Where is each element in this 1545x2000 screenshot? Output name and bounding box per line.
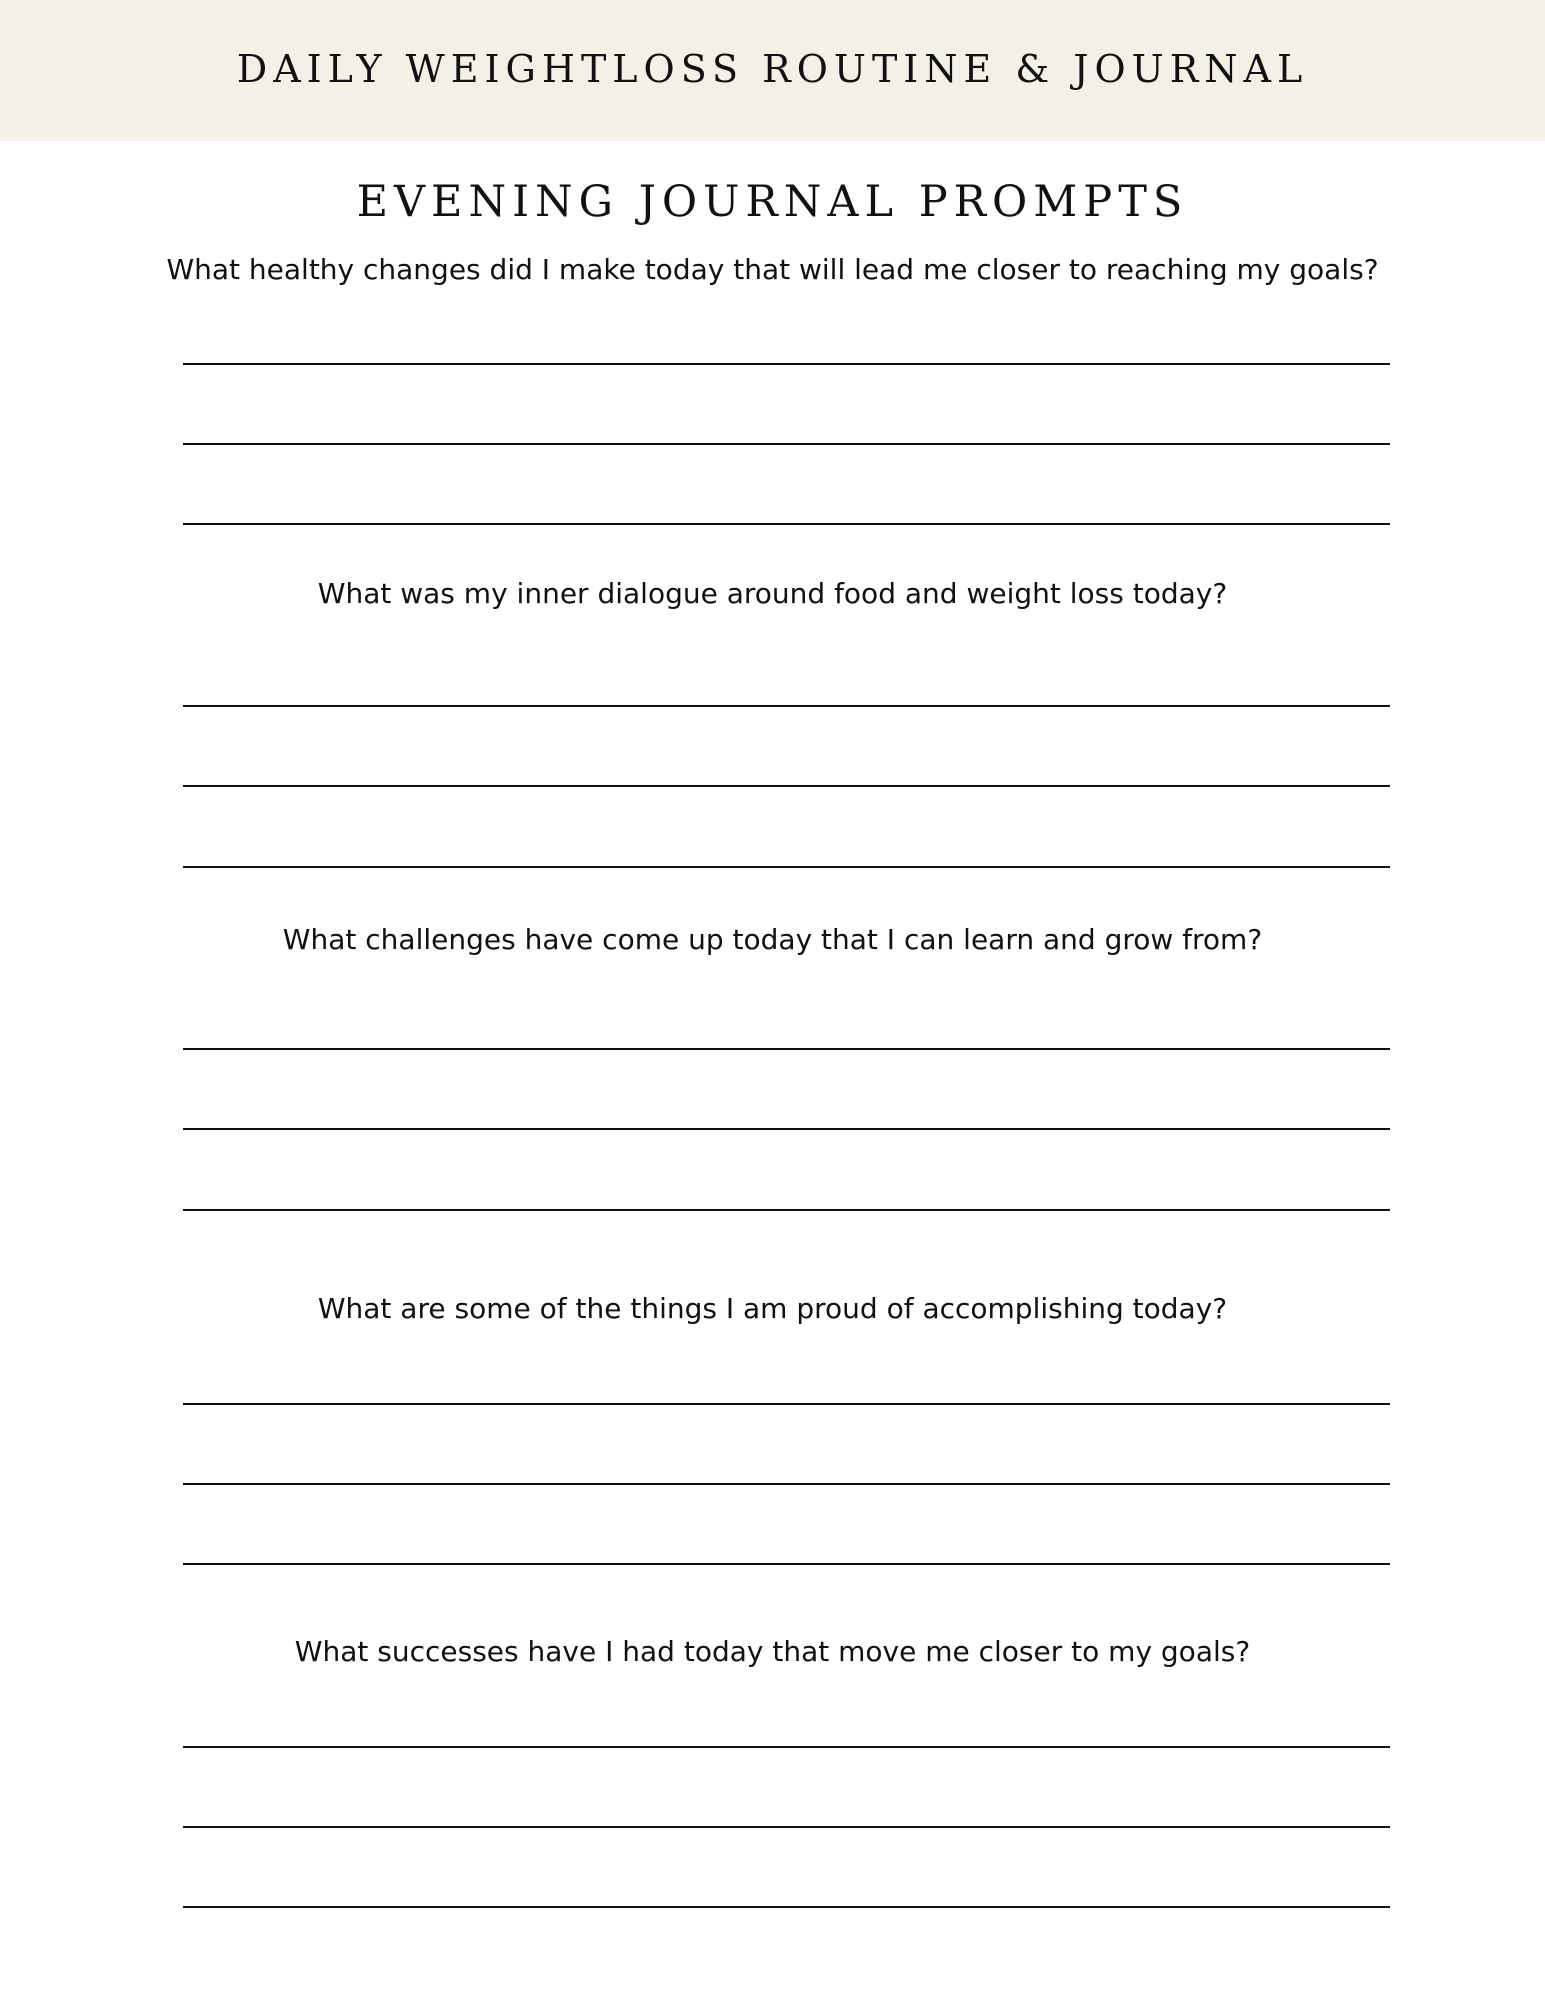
writing-line[interactable] — [183, 363, 1390, 365]
writing-line[interactable] — [183, 785, 1390, 787]
writing-line[interactable] — [183, 1826, 1390, 1828]
writing-line[interactable] — [183, 1483, 1390, 1485]
prompt-question-4: What are some of the things I am proud of accomplishing today? — [317, 1292, 1228, 1325]
writing-line[interactable] — [183, 1746, 1390, 1748]
prompt-question-2: What was my inner dialogue around food and weight loss today? — [317, 577, 1228, 610]
writing-line[interactable] — [183, 1563, 1390, 1565]
prompt-question-3: What challenges have come up today that I can learn and grow from? — [282, 923, 1263, 956]
writing-line[interactable] — [183, 443, 1390, 445]
writing-line[interactable] — [183, 523, 1390, 525]
prompt-question-5: What successes have I had today that move me closer to my goals? — [294, 1635, 1251, 1668]
writing-line[interactable] — [183, 1128, 1390, 1130]
writing-line[interactable] — [183, 1209, 1390, 1211]
writing-line[interactable] — [183, 1906, 1390, 1908]
writing-line[interactable] — [183, 1048, 1390, 1050]
section-title: EVENING JOURNAL PROMPTS — [356, 177, 1189, 227]
page-header-title: DAILY WEIGHTLOSS ROUTINE & JOURNAL — [236, 47, 1309, 91]
writing-line[interactable] — [183, 866, 1390, 868]
writing-line[interactable] — [183, 1403, 1390, 1405]
writing-line[interactable] — [183, 705, 1390, 707]
prompt-question-1: What healthy changes did I make today that will lead me closer to reaching my goals? — [166, 253, 1379, 286]
